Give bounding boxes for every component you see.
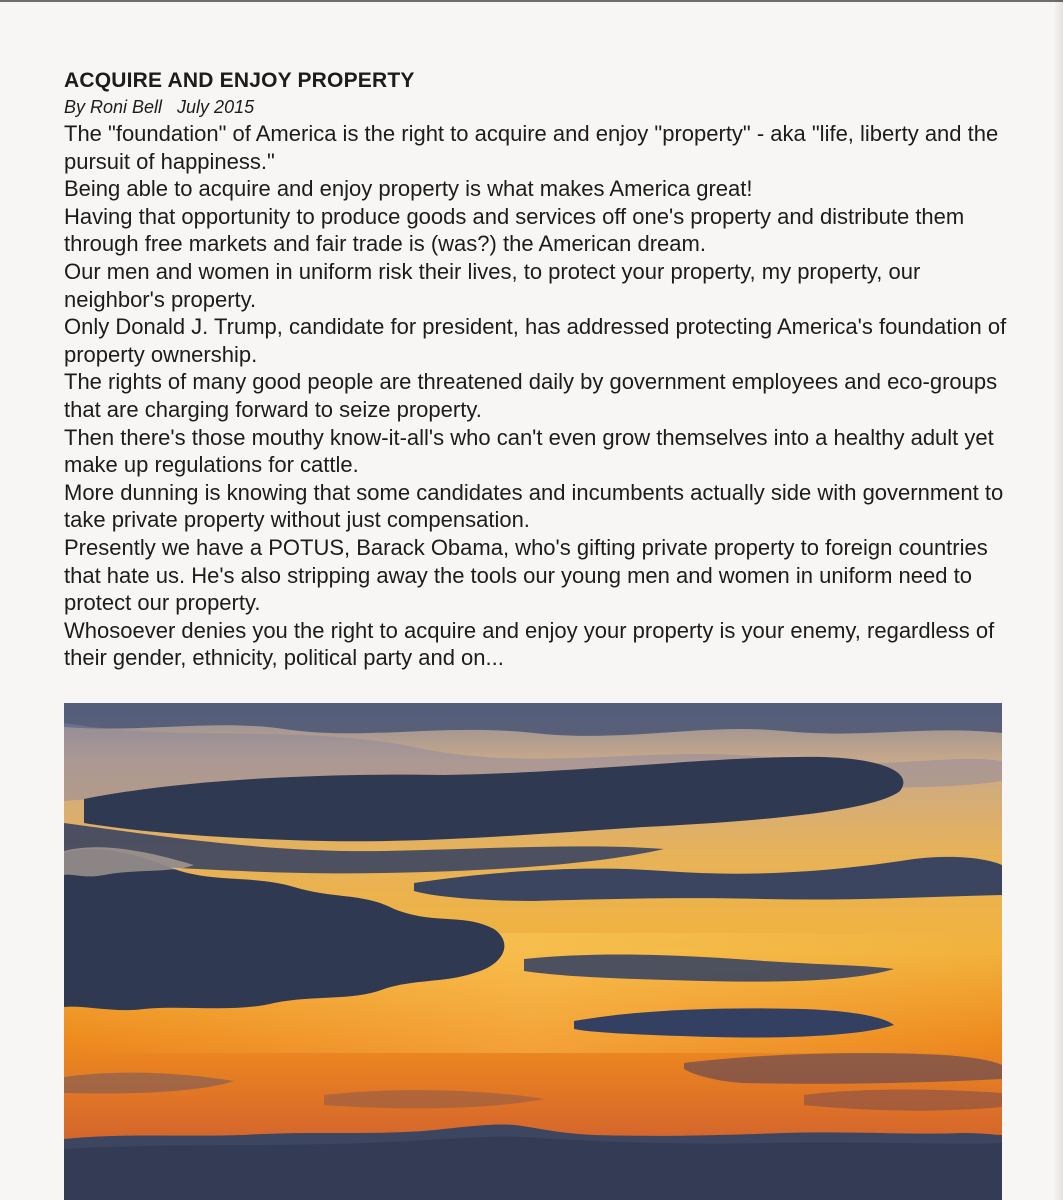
article-title: ACQUIRE AND ENJOY PROPERTY (64, 69, 415, 92)
article-paragraph: Having that opportunity to produce goods and services off one's property and distribute them through free markets and fair trade is (was?) the American dream. (64, 203, 965, 257)
article-byline: By Roni Bell July 2015 (64, 97, 255, 117)
article-paragraph: The rights of many good people are threatened daily by government employees and eco-groups that are charging forward to seize property. (64, 369, 998, 422)
sunset-photo (64, 703, 1002, 1200)
article-paragraph: The "foundation" of America is the right to acquire and enjoy "property" - aka "life, liberty and the pursuit of happiness." (64, 121, 999, 174)
article-paragraph: Only Donald J. Trump, candidate for president, has addressed protecting America's foundation of property ownership. (64, 314, 1007, 367)
article-paragraph: Being able to acquire and enjoy property is what makes America great! (64, 176, 753, 202)
article-paragraph: Presently we have a POTUS, Barack Obama, who's gifting private property to foreign countries that hate us. He's also stripping away the tools our young men and women in uniform need to protect our property. (64, 534, 988, 616)
scan-right-shadow (1053, 0, 1063, 1200)
cloud-low-right (804, 1090, 1002, 1111)
mountain-ridge-far (64, 1137, 1002, 1200)
article-paragraph: More dunning is knowing that some candidates and incumbents actually side with government to take private property without just compensation. (64, 479, 1004, 533)
article-paragraph: Our men and women in uniform risk their lives, to protect your property, my property, our neighbor's property. (64, 258, 921, 312)
article-paragraph: Whosoever denies you the right to acquire and enjoy your property is your enemy, regardless of their gender, ethnicity, political party and on... (64, 617, 995, 671)
article-paragraph: Then there's those mouthy know-it-all's who can't even grow themselves into a healthy adult yet make up regulations for cattle. (64, 424, 994, 478)
article (64, 66, 1014, 672)
scan-edge-line (0, 0, 1063, 2)
